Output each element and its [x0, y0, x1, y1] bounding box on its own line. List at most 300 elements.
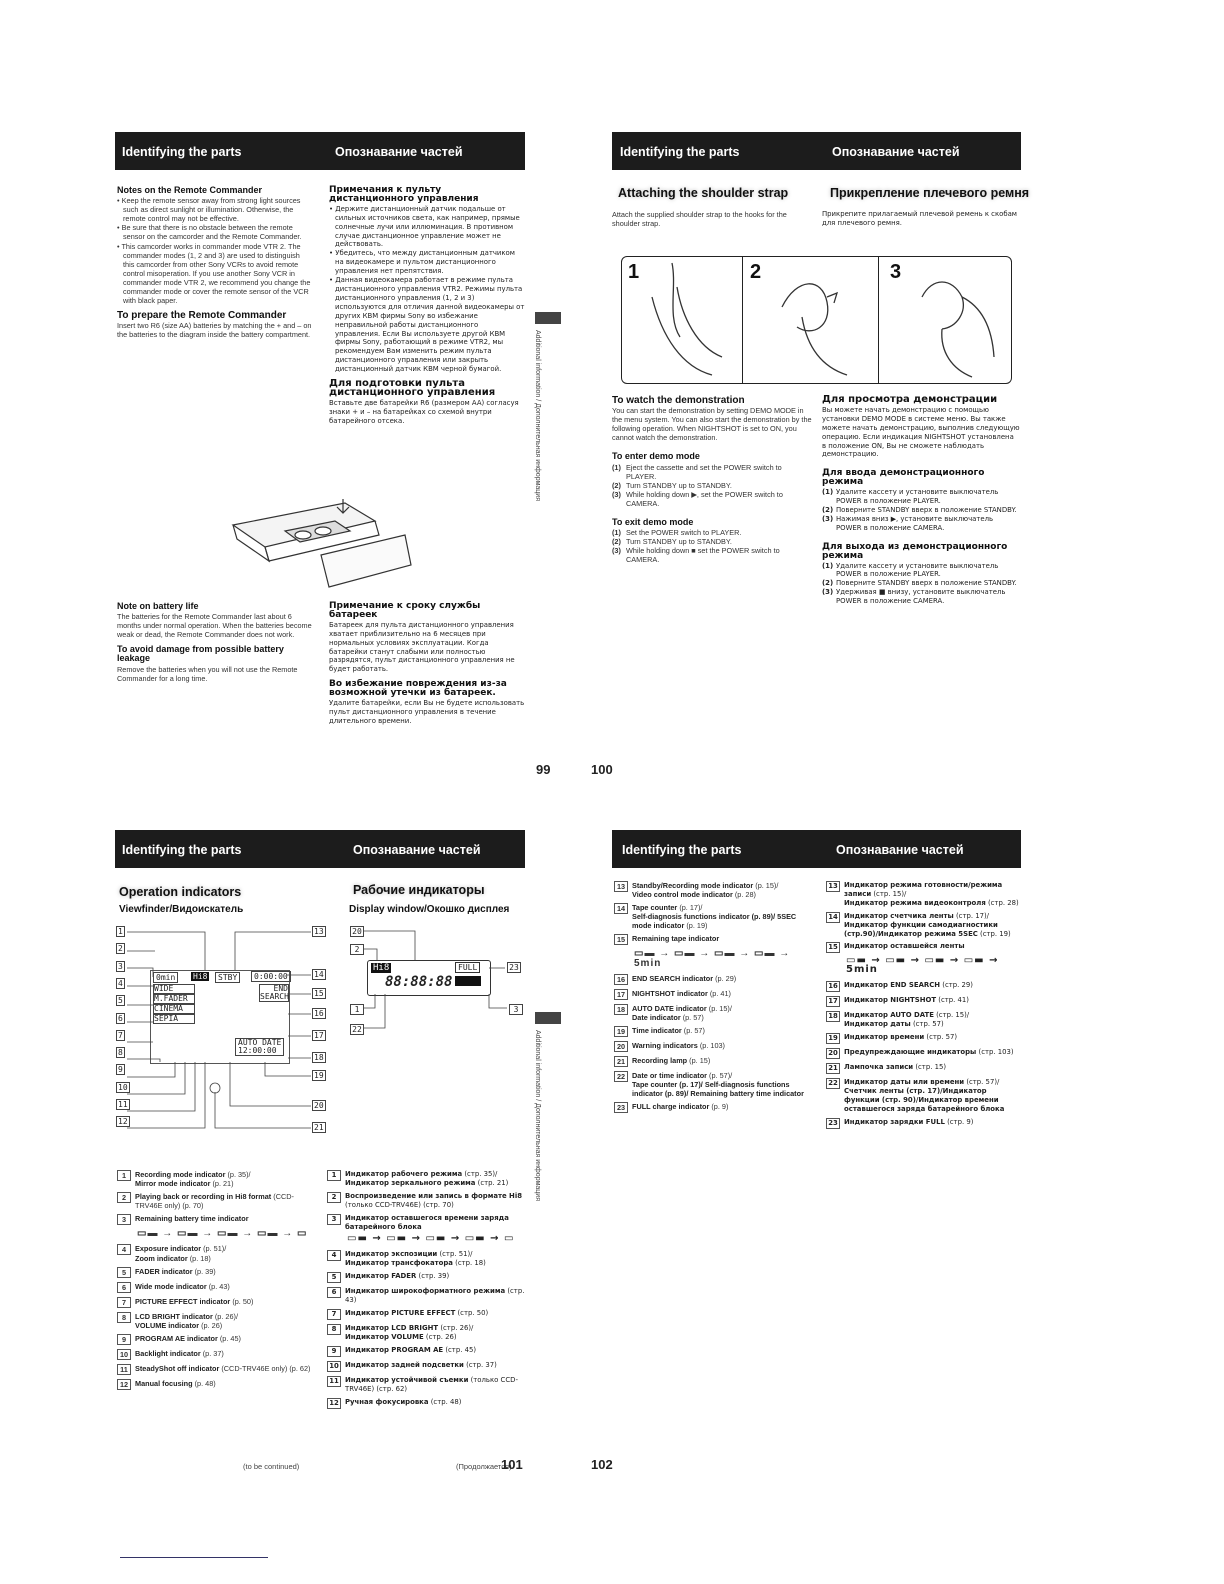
- indicator-number: 5: [117, 1267, 131, 1278]
- indicator-page-ref: (p. 21): [212, 1179, 234, 1189]
- header-ru: Опознавание частей: [832, 145, 960, 159]
- step: (3) While holding down ■ set the POWER switch to CAMERA.: [612, 546, 780, 565]
- indicator-page-ref: (стр. 15)/: [873, 889, 907, 898]
- step: (3) Удерживая ■ внизу, установите выключатель POWER в положение CAMERA.: [822, 588, 1006, 606]
- step: (2) Поверните STANDBY вверх в положение STANDBY.: [822, 579, 1017, 588]
- vf-label-19: 19: [314, 1071, 324, 1080]
- indicator-number: 20: [826, 1048, 840, 1059]
- step: (1) Удалите кассету и установите выключатель POWER в положение PLAYER.: [822, 488, 999, 506]
- exit-title-ru: Для выхода из демонстрационного режима: [822, 541, 1008, 561]
- indicator-name: Recording lamp: [632, 1055, 688, 1065]
- indicator-page-ref: (стр. 45): [445, 1345, 477, 1354]
- indicator-page-ref: (стр. 41): [938, 996, 969, 1005]
- viewfinder-subtitle: Viewfinder/Видоискатель: [119, 904, 244, 915]
- indicator-page-ref: (p. 57): [683, 1025, 705, 1035]
- vf-label-12: 12: [118, 1117, 128, 1127]
- strap-drawing: [622, 257, 1011, 383]
- indicator-name: Индикатор устойчивой съемки: [345, 1375, 469, 1384]
- vf-sepia: SEPIA: [154, 1014, 179, 1023]
- indicator-item: [826, 912, 1021, 939]
- indicator-page-ref: (p. 15)/: [708, 1003, 732, 1013]
- vf-label-1: 1: [118, 927, 123, 936]
- indicator-name: NIGHTSHOT indicator: [632, 988, 708, 998]
- indicator-page-ref: (стр. 57): [926, 1033, 958, 1042]
- indicator-item: [614, 1041, 814, 1052]
- exit-title: To exit demo mode: [612, 517, 694, 528]
- indicator-name: Индикатор оставшегося времени заряда батарейного блока: [345, 1213, 509, 1231]
- indicator-name: Счетчик ленты (стр. 17)/Индикатор функции (стр. 90)/Индикатор времени оставшегося заряда батарейного блока: [844, 1086, 1005, 1113]
- indicator-name: Remaining battery time indicator: [135, 1214, 249, 1224]
- indicator-page-ref: (стр. 21): [477, 1178, 509, 1187]
- indicator-number: 18: [614, 1004, 628, 1015]
- indicator-item: [117, 1297, 317, 1308]
- page-number-99: 99: [536, 762, 551, 777]
- indicator-number: 23: [614, 1102, 628, 1113]
- indicator-page-ref: (стр. 29): [942, 981, 973, 990]
- header-ru: Опознавание частей: [335, 145, 463, 159]
- dw-num-2: 2: [350, 944, 364, 955]
- header-en: Identifying the parts: [122, 145, 242, 159]
- indicator-name: Индикатор задней подсветки: [345, 1360, 464, 1369]
- step: (2) Поверните STANDBY вверх в положение STANDBY.: [822, 505, 1017, 514]
- indicator-number: 1: [327, 1170, 341, 1181]
- dw-full: FULL: [458, 963, 478, 972]
- indicator-name: Zoom indicator: [135, 1253, 188, 1263]
- side-label: Additional information / Дополнительная информация: [534, 1030, 541, 1202]
- demo-title-ru: Для просмотра демонстрации: [822, 394, 998, 405]
- indicator-name: Индикатор AUTO DATE: [844, 1011, 934, 1020]
- indicator-name: FADER indicator: [135, 1266, 193, 1276]
- indicator-item: [117, 1312, 317, 1330]
- indicator-name: Wide mode indicator: [135, 1281, 207, 1291]
- indicator-name: Time indicator: [632, 1025, 682, 1035]
- continued-en: (to be continued): [243, 1462, 300, 1471]
- indicator-item: [117, 1192, 317, 1210]
- life-title: Note on battery life: [117, 601, 199, 611]
- indicator-name: PICTURE EFFECT indicator: [135, 1296, 231, 1306]
- p100-en-demo: [612, 396, 812, 565]
- step: (1) Удалите кассету и установите выключатель POWER в положение PLAYER.: [822, 561, 999, 579]
- indicator-page-ref: (стр. 50): [457, 1308, 489, 1317]
- header-en: Identifying the parts: [622, 843, 742, 857]
- indicator-number: 15: [826, 942, 840, 953]
- indicator-item: [614, 1004, 814, 1022]
- vf-label-17: 17: [314, 1031, 324, 1040]
- indicator-name: Лампочка записи: [844, 1063, 914, 1072]
- vf-autodate: AUTO DATE: [238, 1038, 282, 1047]
- indicator-number: 9: [327, 1346, 341, 1357]
- indicator-item: [327, 1309, 527, 1320]
- indicator-name: Индикатор рабочего режима: [345, 1170, 463, 1178]
- indicator-item: [117, 1267, 317, 1278]
- indicator-item: [327, 1376, 527, 1394]
- indicator-item: [327, 1346, 527, 1357]
- indicator-item: [117, 1170, 317, 1188]
- indicator-page-ref: (стр. 35)/: [464, 1170, 498, 1178]
- indicator-page-ref: (стр. 57): [912, 1020, 944, 1029]
- indicator-item: [826, 996, 1021, 1007]
- indicator-number: 17: [614, 989, 628, 1000]
- indicator-item: [826, 1118, 1021, 1129]
- indicator-number: 20: [614, 1041, 628, 1052]
- indicator-number: 22: [826, 1078, 840, 1089]
- indicator-item: [327, 1250, 527, 1268]
- indicator-number: 22: [614, 1071, 628, 1082]
- prep-title-ru: Для подготовки пульта дистанционного управления: [329, 378, 496, 398]
- indicator-number: 8: [327, 1324, 341, 1335]
- enter-title-ru: Для ввода демонстрационного режима: [822, 468, 985, 488]
- indicator-name: Exposure indicator: [135, 1244, 202, 1254]
- indicator-name: Индикатор зарядки FULL: [844, 1117, 945, 1126]
- figure-step-1: 1: [628, 261, 640, 283]
- strap-title-en: Attaching the shoulder strap: [618, 186, 789, 200]
- indicator-name: END SEARCH indicator: [632, 973, 714, 983]
- indicator-page-ref: (стр. 15): [915, 1063, 947, 1072]
- note-ru: • Держите дистанционный датчик подальше от сильных источников света, как например, прямые солнечные лучи или иллюминация. В противном случае дистанционное управление может не действовать.: [329, 204, 520, 249]
- indicator-page-ref: (p. 50): [232, 1296, 254, 1306]
- indicator-name: Индикатор PROGRAM AE: [345, 1345, 444, 1354]
- step: (2) Turn STANDBY up to STANDBY.: [612, 480, 732, 490]
- vf-counter: 0:00:00: [254, 972, 288, 981]
- step: (1) Set the POWER switch to PLAYER.: [612, 528, 742, 538]
- vf-label-21: 21: [314, 1123, 324, 1132]
- indicator-item: [117, 1349, 317, 1360]
- prep-text-ru: Вставьте две батарейки R6 (размером AA) согласуя знаки + и – на батарейках со схемой внутри батарейного отсека.: [329, 398, 519, 425]
- leak-title: To avoid damage from possible battery leakage: [117, 644, 284, 664]
- vf-hi8: Hi8: [193, 972, 208, 981]
- prep-text: Insert two R6 (size AA) batteries by matching the + and – on the batteries to the diagram inside the battery compartment.: [117, 321, 312, 340]
- header-en: Identifying the parts: [122, 843, 242, 857]
- indicator-page-ref: (p. 48): [194, 1378, 216, 1388]
- indicator-name: Индикатор широкоформатного режима: [345, 1287, 506, 1296]
- indicator-name: Индикатор зеркального режима: [345, 1178, 476, 1187]
- indicator-name: Индикатор даты или времени: [844, 1078, 965, 1087]
- vf-label-9: 9: [118, 1065, 123, 1075]
- strap-intro-ru: Прикрепите прилагаемый плечевой ремень к скобам для плечевого ремня.: [822, 210, 1018, 227]
- vf-label-7: 7: [118, 1030, 123, 1040]
- header-ru: Опознавание частей: [836, 843, 964, 857]
- indicator-number: 3: [117, 1214, 131, 1225]
- indicator-name: AUTO DATE indicator: [632, 1003, 707, 1013]
- indicator-page-ref: (p. 51)/: [203, 1244, 227, 1254]
- indicator-number: 2: [327, 1192, 341, 1203]
- indicator-item: [327, 1170, 527, 1188]
- indicators-title-ru: Рабочие индикаторы: [353, 883, 485, 897]
- indicator-number: 8: [117, 1312, 131, 1323]
- vf-min: 0min: [156, 973, 176, 982]
- battery-level-sequence: ▭▬ → ▭▬ → ▭▬ → ▭▬ → 5min: [846, 955, 999, 976]
- indicator-page-ref: (стр. 39): [418, 1272, 450, 1281]
- page-99-header: [115, 132, 525, 170]
- indicator-page-ref: (стр. 26): [425, 1332, 457, 1341]
- vf-stby: STBY: [218, 973, 238, 982]
- indicator-name: Индикатор PICTURE EFFECT: [345, 1308, 456, 1317]
- indicator-number: 6: [327, 1287, 341, 1298]
- indicator-name: VOLUME indicator: [135, 1320, 200, 1330]
- dw-num-22: 22: [350, 1024, 364, 1035]
- indicator-page-ref: (p. 26)/: [214, 1311, 238, 1321]
- indicator-item: [826, 881, 1021, 908]
- prep-title: To prepare the Remote Commander: [117, 310, 287, 322]
- indicator-page-ref: (стр. 37): [466, 1360, 497, 1369]
- page-100-header: [612, 132, 1021, 170]
- indicator-number: 13: [826, 881, 840, 892]
- life-title-ru: Примечание к сроку службы батареек: [329, 601, 481, 620]
- remote-commander-illustration: [225, 495, 415, 605]
- indicator-item: [117, 1334, 317, 1345]
- indicator-page-ref: (только CCD-TRV46E) (стр. 62): [345, 1375, 518, 1393]
- indicator-item: [826, 981, 1021, 992]
- indicator-page-ref: (p. 45): [219, 1333, 241, 1343]
- battery-level-sequence: ▭▬ → ▭▬ → ▭▬ → ▭▬ → ▭: [347, 1233, 515, 1245]
- indicator-number: 11: [117, 1364, 131, 1375]
- indicator-name: Backlight indicator: [135, 1348, 201, 1358]
- indicator-page-ref: (p. 9): [711, 1102, 729, 1112]
- step: (3) Нажимая вниз ▶, установите выключатель POWER в положение CAMERA.: [822, 514, 994, 532]
- battery-level-sequence: ▭▬ → ▭▬ → ▭▬ → ▭▬ → ▭: [137, 1228, 308, 1240]
- indicator-page-ref: (стр. 19): [980, 929, 1011, 938]
- indicators-title-en: Operation indicators: [119, 885, 242, 899]
- indicator-name: Playing back or recording in Hi8 format: [135, 1192, 272, 1202]
- dw-num-23: 23: [507, 962, 521, 973]
- indicator-name: Индикатор оставшейся ленты: [844, 942, 965, 951]
- indicator-name: Индикатор режима видеоконтроля: [844, 898, 986, 907]
- step: (2) Turn STANDBY up to STANDBY.: [612, 537, 732, 547]
- indicator-number: 18: [826, 1011, 840, 1022]
- indicator-item: [826, 942, 1021, 953]
- indicator-page-ref: (стр. 28): [987, 898, 1019, 907]
- p102-ru-indicator-list: [826, 881, 1021, 1133]
- indicator-number: 9: [117, 1334, 131, 1345]
- indicator-number: 19: [826, 1033, 840, 1044]
- indicator-name: Воспроизведение или запись в формате Hi8: [345, 1191, 522, 1200]
- p99-en-column: [117, 186, 312, 340]
- indicator-name: Индикатор трансфокатора: [345, 1259, 453, 1268]
- note-ru: • Убедитесь, что между дистанционным датчиком на видеокамере и пультом дистанционного управления нет препятствия.: [329, 249, 515, 276]
- step: (1) Eject the cassette and set the POWER switch to PLAYER.: [612, 462, 782, 481]
- indicator-name: Ручная фокусировка: [345, 1397, 429, 1406]
- p102-en-indicator-list: [614, 881, 814, 1117]
- bottom-rule: [120, 1557, 268, 1558]
- side-tab-marker: [535, 312, 561, 324]
- indicator-page-ref: (стр. 18): [455, 1259, 486, 1268]
- strap-figure: [621, 256, 1012, 384]
- indicator-number: 21: [826, 1063, 840, 1074]
- indicator-page-ref: (p. 39): [194, 1266, 216, 1276]
- indicator-name: SteadyShot off indicator: [135, 1363, 220, 1373]
- header-en: Identifying the parts: [620, 145, 740, 159]
- indicator-item: [614, 1056, 814, 1067]
- strap-intro-en: Attach the supplied shoulder strap to the hooks for the shoulder strap.: [612, 210, 787, 229]
- indicator-name: Tape counter (p. 17)/ Self-diagnosis functions indicator (p. 89)/ Remaining battery time indicator: [632, 1079, 804, 1099]
- indicator-page-ref: (p. 57): [682, 1012, 704, 1022]
- indicator-number: 7: [327, 1309, 341, 1320]
- note-ru: • Данная видеокамера работает в режиме пульта дистанционного управления VTR2. Режимы пульта дистанционного управления (1, 2 и 3) используются для отличия данной видеокамеры от других КВМ фирмы Sony во избежание неправильной работы дистанционного управления. Если Вы используете другой КВМ фирмы Sony, работающий в режиме VTR2, мы рекомендуем Вам изменить режим пульта дистанционного управления или закрыть дистанционный датчик КВМ черной бумагой.: [329, 276, 525, 374]
- indicator-item: [327, 1324, 527, 1342]
- indicator-number: 6: [117, 1282, 131, 1293]
- figure-step-2: 2: [750, 261, 762, 283]
- indicator-page-ref: (p. 57)/: [709, 1070, 733, 1080]
- p99-ru-column: [329, 186, 525, 426]
- indicator-number: 21: [614, 1056, 628, 1067]
- indicator-page-ref: (p. 28): [734, 890, 756, 900]
- indicator-number: 4: [117, 1244, 131, 1255]
- vf-label-13: 13: [314, 927, 324, 936]
- indicator-page-ref: (p. 26): [201, 1320, 223, 1330]
- life-text: The batteries for the Remote Commander last about 6 months under normal operation. When the batteries become weak or dead, the Remote Commander does not work.: [117, 612, 312, 640]
- indicator-page-ref: (стр. 26)/: [440, 1323, 474, 1332]
- indicator-number: 12: [117, 1379, 131, 1390]
- indicator-item: [614, 881, 814, 899]
- notes-title: Notes on the Remote Commander: [117, 185, 263, 195]
- leak-title-ru: Во избежание повреждения из-за возможной утечки из батареек.: [329, 679, 507, 699]
- indicator-number: 5: [327, 1272, 341, 1283]
- indicator-item: [826, 1011, 1021, 1029]
- p101-en-indicator-list: [117, 1170, 317, 1394]
- indicator-name: Video control mode indicator: [632, 890, 733, 900]
- vf-fader: M.FADER: [154, 994, 188, 1003]
- indicator-name: Индикатор LCD BRIGHT: [345, 1323, 439, 1332]
- indicator-number: 16: [614, 974, 628, 985]
- indicator-number: 11: [327, 1376, 341, 1387]
- indicator-name: Self-diagnosis functions indicator (p. 89)/ 5SEC mode indicator: [632, 912, 797, 931]
- indicator-item: [117, 1379, 317, 1390]
- indicator-name: Mirror mode indicator: [135, 1179, 211, 1189]
- indicator-name: Индикатор NIGHTSHOT: [844, 996, 937, 1005]
- vf-cinema: CINEMA: [154, 1004, 183, 1013]
- display-window-diagram: [345, 922, 525, 1042]
- indicator-name: Standby/Recording mode indicator: [632, 881, 754, 890]
- indicator-item: [826, 1078, 1021, 1114]
- indicator-page-ref: (p. 43): [208, 1281, 230, 1291]
- life-text-ru: Батареек для пульта дистанционного управления хватает приблизительно на 6 месяцев при нормальных условиях эксплуатации. Когда батарейки станут слабыми или полностью разрядятся, пульт дистанционного управления не будет работать.: [329, 620, 515, 674]
- indicator-item: [327, 1272, 527, 1283]
- indicator-item: [327, 1361, 527, 1372]
- dw-num-3: 3: [509, 1004, 523, 1015]
- vf-label-18: 18: [314, 1053, 324, 1062]
- indicator-item: [614, 989, 814, 1000]
- vf-label-2: 2: [118, 944, 123, 954]
- indicator-item: [327, 1214, 527, 1232]
- indicator-item: [117, 1282, 317, 1293]
- indicator-number: 23: [826, 1118, 840, 1129]
- indicator-number: 17: [826, 996, 840, 1007]
- indicator-page-ref: (стр. 9): [947, 1117, 974, 1126]
- indicator-item: [614, 1026, 814, 1037]
- indicator-page-ref: (стр. 57)/: [966, 1078, 1000, 1087]
- indicator-page-ref: (p. 19): [686, 921, 708, 931]
- indicator-page-ref: (стр. 51)/: [439, 1250, 473, 1259]
- indicator-name: PROGRAM AE indicator: [135, 1333, 218, 1343]
- indicator-name: Date or time indicator: [632, 1070, 708, 1080]
- indicator-item: [826, 1033, 1021, 1044]
- indicator-number: 14: [826, 912, 840, 923]
- vf-label-11: 11: [118, 1100, 128, 1109]
- indicator-name: Индикатор функции самодиагностики (стр.90)/Индикатор режима 5SEC: [844, 920, 998, 938]
- indicator-item: [327, 1192, 527, 1210]
- indicator-number: 10: [327, 1361, 341, 1372]
- vf-label-3: 3: [118, 961, 123, 971]
- page-101-header: [115, 830, 525, 868]
- indicator-item: [117, 1364, 317, 1375]
- page-102-header: [612, 830, 1021, 868]
- indicator-name: FULL charge indicator: [632, 1102, 710, 1112]
- indicator-page-ref: (стр. 48): [430, 1397, 462, 1406]
- indicator-number: 15: [614, 934, 628, 945]
- indicator-number: 19: [614, 1026, 628, 1037]
- header-ru: Опознавание частей: [353, 843, 481, 857]
- demo-title: To watch the demonstration: [612, 395, 745, 406]
- vf-label-8: 8: [118, 1048, 123, 1058]
- note: • Keep the remote sensor away from strong light sources such as direct sunlight or illumination. Otherwise, the remote control may not be effective.: [117, 196, 301, 224]
- figure-step-3: 3: [890, 261, 902, 283]
- indicator-item: [826, 1063, 1021, 1074]
- vf-time: 12:00:00: [238, 1046, 277, 1055]
- indicator-page-ref: (p. 18): [189, 1253, 211, 1263]
- leak-text: Remove the batteries when you will not use the Remote Commander for a long time.: [117, 664, 298, 683]
- side-label: Additional information / Дополнительная информация: [534, 330, 541, 502]
- vf-label-16: 16: [314, 1009, 324, 1018]
- indicator-page-ref: (только CCD-TRV46E) (стр. 70): [345, 1200, 454, 1209]
- indicator-number: 7: [117, 1297, 131, 1308]
- indicator-item: [327, 1398, 527, 1409]
- battery-level-sequence: ▭▬ → ▭▬ → ▭▬ → ▭▬ → 5min: [634, 948, 791, 969]
- vf-label-6: 6: [118, 1013, 123, 1023]
- indicator-name: Tape counter: [632, 903, 678, 913]
- indicator-page-ref: (стр. 15)/: [936, 1011, 970, 1020]
- indicator-item: [117, 1244, 317, 1262]
- notes-title-ru: Примечания к пульту дистанционного управления: [329, 185, 479, 204]
- note: • Be sure that there is no obstacle between the remote sensor on the camcorder and the Remote Commander.: [117, 223, 302, 242]
- continued-ru: (Продолжается): [456, 1462, 512, 1471]
- indicator-page-ref: (p. 41): [709, 988, 731, 998]
- indicator-number: 1: [117, 1170, 131, 1181]
- dw-num-20: 20: [350, 926, 364, 937]
- indicator-item: [614, 974, 814, 985]
- indicator-page-ref: (стр. 103): [978, 1048, 1014, 1057]
- indicator-name: Индикатор даты: [844, 1020, 911, 1029]
- enter-title: To enter demo mode: [612, 451, 700, 462]
- indicator-name: Индикатор VOLUME: [345, 1332, 424, 1341]
- dw-hi8: Hi8: [373, 963, 390, 973]
- p100-ru-demo: [822, 396, 1020, 606]
- indicator-name: Индикатор FADER: [345, 1272, 417, 1281]
- p101-ru-indicator-list: [327, 1170, 527, 1413]
- indicator-page-ref: (стр. 43): [345, 1287, 525, 1305]
- indicator-number: 16: [826, 981, 840, 992]
- indicator-number: 4: [327, 1250, 341, 1261]
- indicator-page-ref: (стр. 17)/: [955, 911, 990, 920]
- indicator-name: Индикатор времени: [844, 1033, 925, 1042]
- indicator-number: 12: [327, 1398, 341, 1409]
- page-number-101: 101: [501, 1457, 523, 1472]
- indicator-name: Warning indicators: [632, 1040, 698, 1050]
- indicator-name: Индикатор END SEARCH: [844, 981, 941, 990]
- indicator-name: LCD BRIGHT indicator: [135, 1311, 213, 1321]
- vf-label-14: 14: [314, 970, 324, 979]
- indicator-name: Предупреждающие индикаторы: [844, 1048, 977, 1057]
- indicator-page-ref: (p. 15)/: [755, 881, 779, 890]
- indicator-item: [614, 1102, 814, 1113]
- strap-title-ru: Прикрепление плечевого ремня: [830, 186, 1030, 200]
- indicator-page-ref: (p. 17)/: [679, 903, 703, 913]
- indicator-name: Manual focusing: [135, 1378, 193, 1388]
- indicator-item: [614, 903, 814, 930]
- indicator-name: Индикатор экспозиции: [345, 1250, 438, 1259]
- indicator-number: 3: [327, 1214, 341, 1225]
- leak-text-ru: Удалите батарейки, если Вы не будете использовать пульт дистанционного управления в течение длительного времени.: [329, 699, 525, 725]
- p99-en-lower: [117, 602, 312, 683]
